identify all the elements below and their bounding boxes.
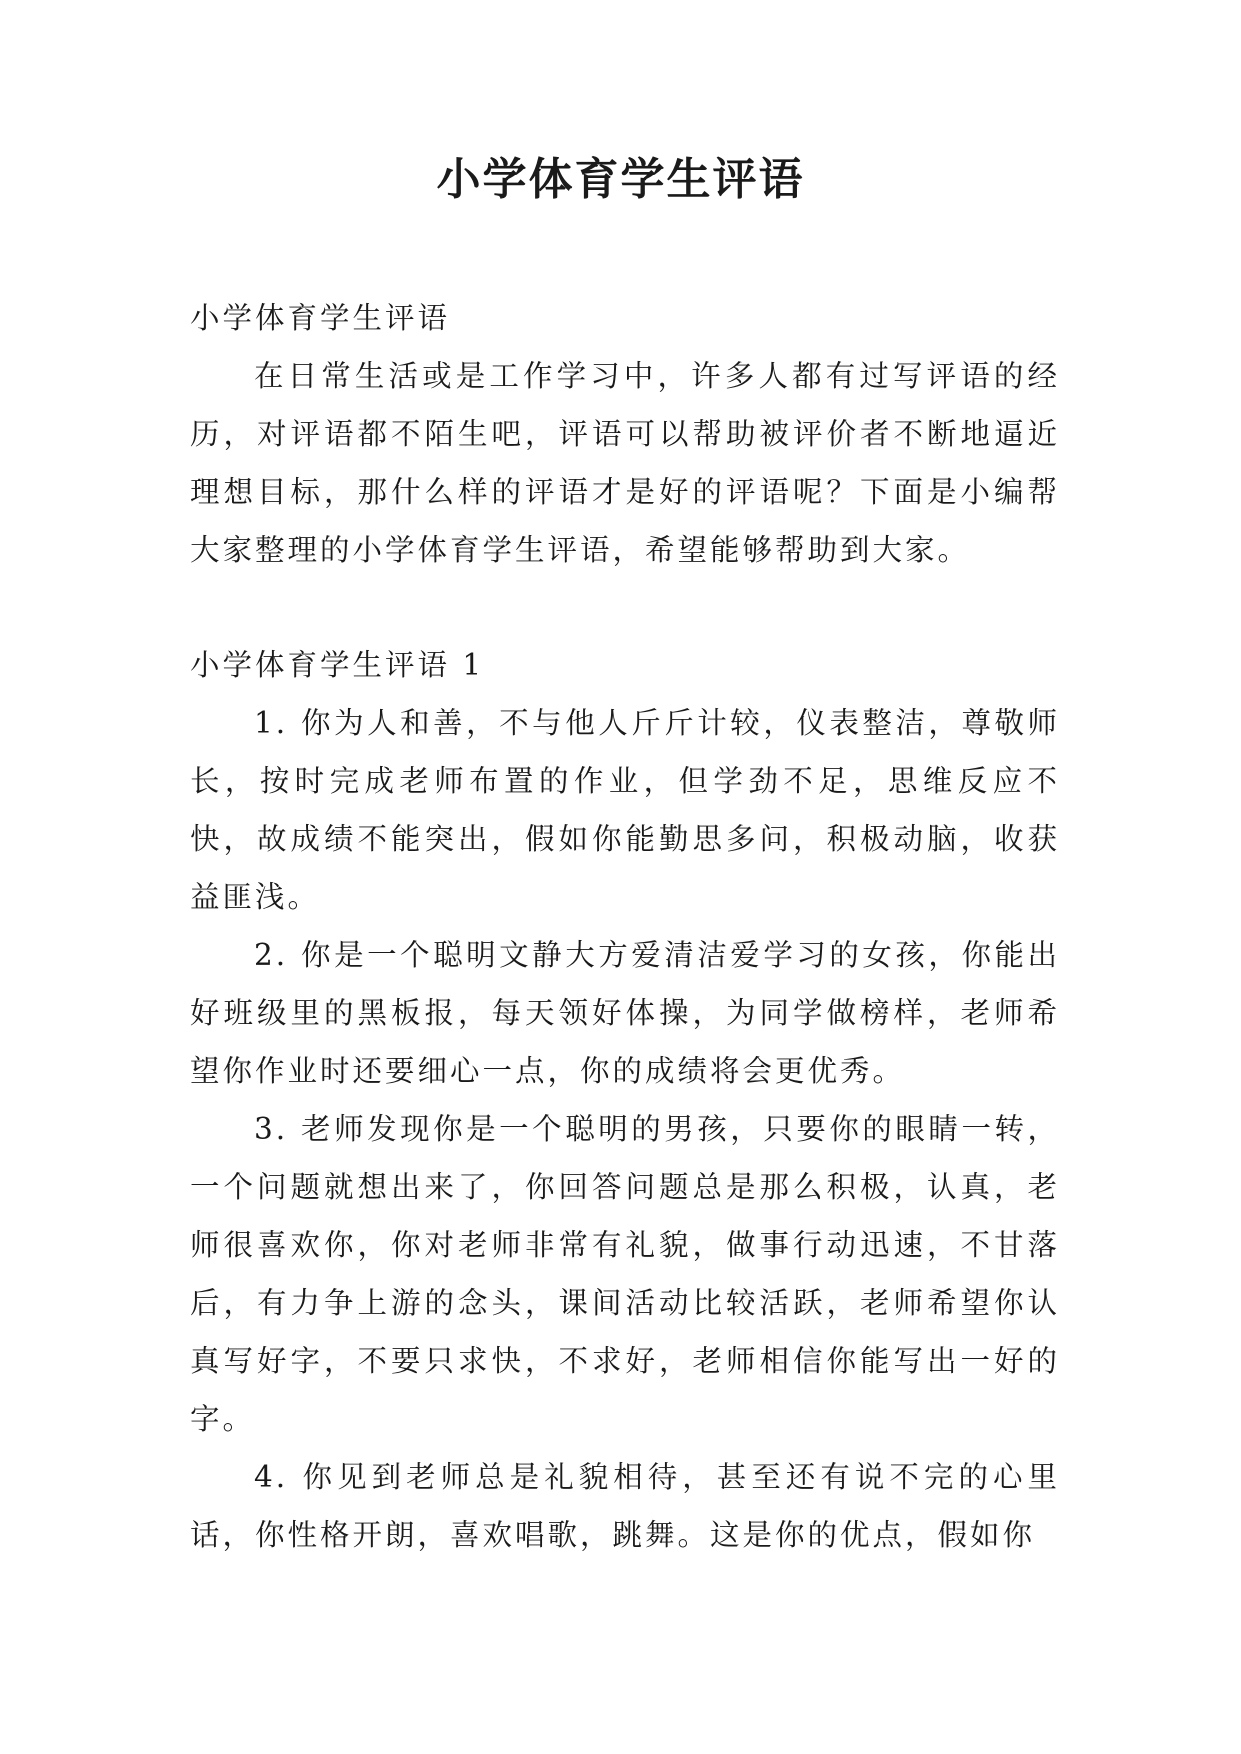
- document-title: 小学体育学生评语: [436, 154, 805, 205]
- comment-item-3: 3. 老师发现你是一个聪明的男孩，只要你的眼睛一转，一个问题就想出来了，你回答问题总是那么积极，认真，老师很喜欢你，你对老师非常有礼貌，做事行动迅速，不甘落后，有力争上游的念头，课间活动比较活跃，老师希望你认真写好字，不要只求快，不求好，老师相信你能写出一好的字。: [190, 1112, 1060, 1436]
- document-subtitle: 小学体育学生评语: [190, 301, 451, 335]
- intro-block: [190, 289, 1060, 579]
- comment-section: [190, 636, 1060, 1564]
- comment-item-2: 2. 你是一个聪明文静大方爱清洁爱学习的女孩，你能出好班级里的黑板报，每天领好体操，为同学做榜样，老师希望你作业时还要细心一点，你的成绩将会更优秀。: [190, 938, 1060, 1088]
- intro-paragraph: 在日常生活或是工作学习中，许多人都有过写评语的经历，对评语都不陌生吧，评语可以帮助被评价者不断地逼近理想目标，那什么样的评语才是好的评语呢？下面是小编帮大家整理的小学体育学生评语，希望能够帮助到大家。: [190, 359, 1060, 567]
- section-heading: 小学体育学生评语 1: [190, 648, 485, 682]
- comment-item-1: 1. 你为人和善，不与他人斤斤计较，仪表整洁，尊敬师长，按时完成老师布置的作业，但学劲不足，思维反应不快，故成绩不能突出，假如你能勤思多问，积极动脑，收获益匪浅。: [190, 706, 1060, 914]
- comment-item-4: 4. 你见到老师总是礼貌相待，甚至还有说不完的心里话，你性格开朗，喜欢唱歌，跳舞。这是你的优点，假如你: [190, 1460, 1060, 1552]
